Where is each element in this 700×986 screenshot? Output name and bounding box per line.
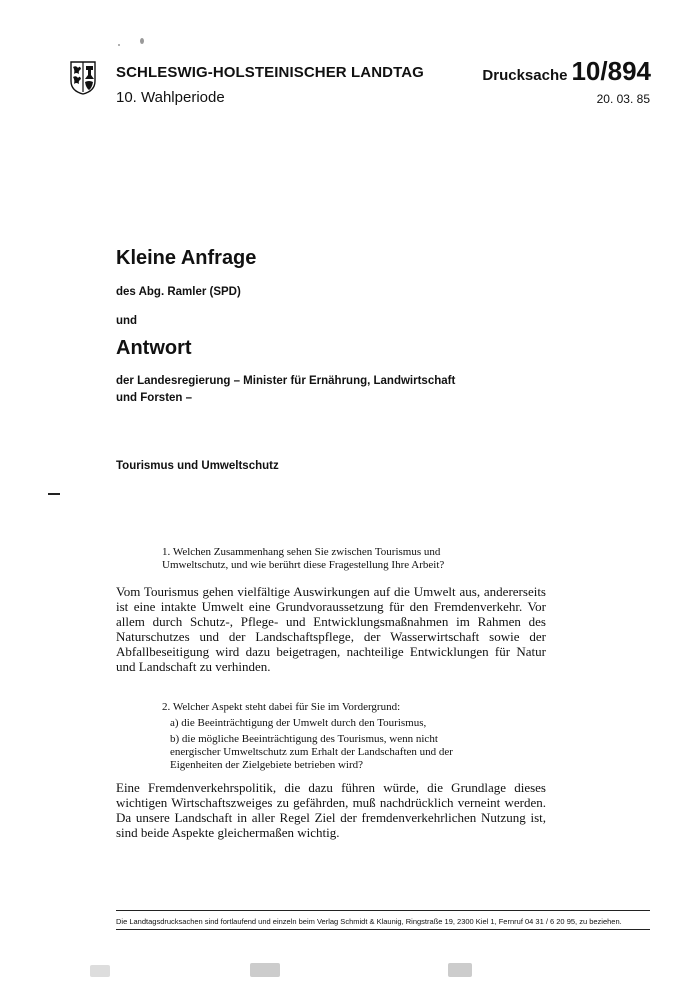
coat-of-arms-icon [70, 61, 96, 95]
document-label: Drucksache [482, 67, 568, 84]
author-line: des Abg. Ramler (SPD) [116, 286, 241, 298]
footer-rule-bottom [116, 929, 650, 930]
respondent-line-2: und Forsten – [116, 392, 193, 404]
scan-speck [90, 965, 110, 977]
respondent-line-1: der Landesregierung – Minister für Ernährung, Landwirtschaft [116, 375, 456, 387]
answer-1: Vom Tourismus gehen vielfältige Auswirkungen auf die Umwelt aus, andererseits ist eine intakte Umwelt eine Grundvoraussetzung für den Fremdenverkehr. Vor allem durch Schutz-, Pflege- und Entwicklungsmaßnahmen im Rahmen des Naturschutzes und der Landschaftspflege, der Wasserwirtschaft sowie der Abfallbeseitigung wird dazu beigetragen, nachteilige Entwicklungen für Natur und Landschaft zu verhinden. [116, 584, 546, 674]
question-text: Welcher Aspekt steht dabei für Sie im Vordergrund: [172, 701, 401, 713]
option-letter: b) [170, 733, 180, 745]
question-text: Welchen Zusammenhang sehen Sie zwischen Tourismus und Umweltschutz, und wie berührt diese Fragestellung Ihre Arbeit? [162, 546, 445, 571]
option-text: die Beeinträchtigung der Umwelt durch den Tourismus, [181, 717, 427, 729]
option-text: die mögliche Beeinträchtigung des Tourismus, wenn nicht energischer Umweltschutz zum Erhalt der Landschaften und der Eigenheiten der Zielgebiete betrieben wird? [170, 733, 453, 771]
scan-speck [250, 963, 280, 977]
question-2 [162, 701, 492, 714]
question-number: 1. [162, 546, 171, 558]
option-b [170, 733, 485, 772]
subject-line: Tourismus und Umweltschutz [116, 460, 279, 472]
question-number: 2. [162, 701, 171, 713]
option-letter: a) [170, 717, 179, 729]
scan-speck [448, 963, 472, 977]
option-a [170, 717, 485, 730]
question-1 [162, 546, 492, 572]
scan-speck [140, 38, 144, 44]
footer-note: Die Landtagsdrucksachen sind fortlaufend und einzeln beim Verlag Schmidt & Klaunig, Ringstraße 19, 2300 Kiel 1, Fernruf 04 31 / 6 20 95, zu beziehen. [116, 917, 622, 926]
footer-rule-top [116, 910, 650, 911]
document-date: 20. 03. 85 [596, 92, 650, 106]
parliament-name: SCHLESWIG-HOLSTEINISCHER LANDTAG [116, 64, 424, 81]
document-number-value: 10/894 [571, 56, 651, 86]
scan-speck [118, 44, 120, 46]
heading-kleine-anfrage: Kleine Anfrage [116, 247, 257, 269]
margin-mark [48, 493, 60, 495]
document-number [482, 56, 651, 87]
electoral-period: 10. Wahlperiode [116, 89, 225, 106]
answer-2: Eine Fremdenverkehrspolitik, die dazu führen würde, die Grundlage dieses wichtigen Wirtschaftszweiges zu gefährden, muß nachdrücklich verneint werden. Da unsere Landschaft in aller Regel Ziel der fremdenverkehrlichen Nutzung ist, sind beide Aspekte gleichermaßen wichtig. [116, 780, 546, 840]
und-line: und [116, 315, 138, 327]
heading-antwort: Antwort [116, 337, 192, 359]
